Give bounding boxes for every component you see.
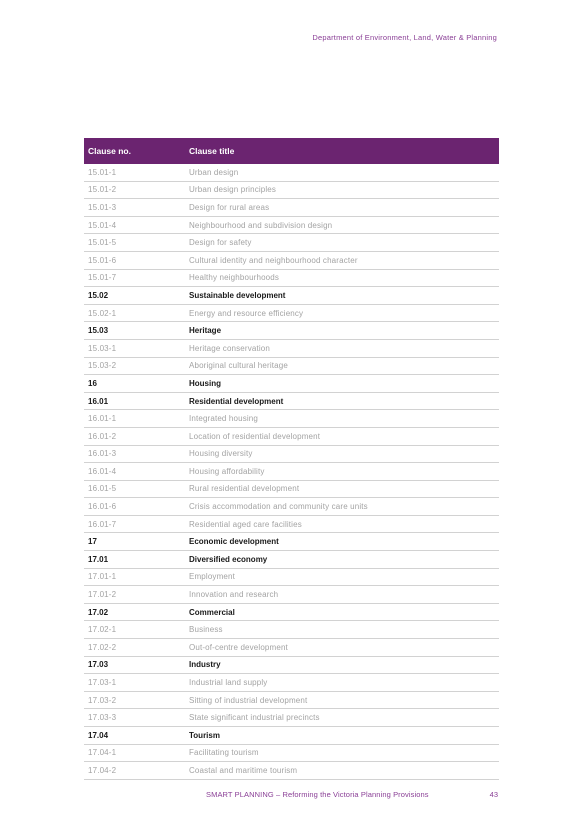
table-section-row [84, 603, 499, 621]
table-section-row [84, 322, 499, 340]
table-section-row [84, 533, 499, 551]
footer-title: SMART PLANNING – Reforming the Victoria Planning Provisions [206, 790, 429, 799]
clause-title: Design for rural areas [187, 199, 499, 217]
table-row [84, 586, 499, 604]
table-header-row [84, 138, 499, 164]
table-row [84, 498, 499, 516]
clause-number: 15.03 [84, 322, 187, 340]
clause-number: 17.01-2 [84, 586, 187, 604]
clause-number: 15.01-1 [84, 164, 187, 181]
clause-number: 15.01-2 [84, 181, 187, 199]
table-section-row [84, 727, 499, 745]
clause-title: Employment [187, 568, 499, 586]
table-header [84, 138, 499, 164]
clause-title: Housing [187, 375, 499, 393]
table-row [84, 357, 499, 375]
clause-number: 17.02-2 [84, 639, 187, 657]
clause-title: State significant industrial precincts [187, 709, 499, 727]
clause-title: Design for safety [187, 234, 499, 252]
table-row [84, 339, 499, 357]
clause-title: Tourism [187, 727, 499, 745]
clause-number: 17.03-3 [84, 709, 187, 727]
clause-table [84, 138, 499, 780]
clause-number: 16.01-7 [84, 515, 187, 533]
clause-title: Aboriginal cultural heritage [187, 357, 499, 375]
clause-title: Heritage conservation [187, 339, 499, 357]
clause-number: 17.03-2 [84, 691, 187, 709]
clause-number: 16 [84, 375, 187, 393]
clause-number: 17.04-2 [84, 762, 187, 780]
clause-title: Neighbourhood and subdivision design [187, 216, 499, 234]
clause-title: Urban design principles [187, 181, 499, 199]
table-row [84, 674, 499, 692]
table-section-row [84, 656, 499, 674]
clause-title: Residential development [187, 392, 499, 410]
table-row [84, 480, 499, 498]
clause-title: Integrated housing [187, 410, 499, 428]
clause-number: 16.01-2 [84, 427, 187, 445]
clause-number: 15.03-1 [84, 339, 187, 357]
clause-number: 17.04-1 [84, 744, 187, 762]
table-row [84, 709, 499, 727]
clause-number: 16.01-1 [84, 410, 187, 428]
clause-title: Coastal and maritime tourism [187, 762, 499, 780]
clause-title: Housing affordability [187, 463, 499, 481]
clause-title: Industrial land supply [187, 674, 499, 692]
table-row [84, 762, 499, 780]
table-row [84, 251, 499, 269]
clause-title: Urban design [187, 164, 499, 181]
clause-title: Energy and resource efficiency [187, 304, 499, 322]
clause-number: 15.01-5 [84, 234, 187, 252]
clause-number: 17.03-1 [84, 674, 187, 692]
clause-number: 16.01-6 [84, 498, 187, 516]
clause-number: 15.02-1 [84, 304, 187, 322]
clause-title: Cultural identity and neighbourhood character [187, 251, 499, 269]
table-row [84, 410, 499, 428]
clause-number: 15.01-3 [84, 199, 187, 217]
table-row [84, 639, 499, 657]
table-row [84, 691, 499, 709]
table-row [84, 216, 499, 234]
column-header-clause-title: Clause title [187, 138, 499, 164]
department-header: Department of Environment, Land, Water & Planning [312, 33, 497, 42]
clause-title: Healthy neighbourhoods [187, 269, 499, 287]
table-body [84, 164, 499, 779]
table-row [84, 445, 499, 463]
table-row [84, 621, 499, 639]
table-row [84, 199, 499, 217]
clause-number: 16.01-4 [84, 463, 187, 481]
clause-number: 17 [84, 533, 187, 551]
clause-number: 15.01-6 [84, 251, 187, 269]
clause-number: 16.01 [84, 392, 187, 410]
clause-title: Residential aged care facilities [187, 515, 499, 533]
table-row [84, 515, 499, 533]
clause-number: 16.01-5 [84, 480, 187, 498]
table-row [84, 463, 499, 481]
clause-title: Commercial [187, 603, 499, 621]
clause-title: Industry [187, 656, 499, 674]
clause-title: Crisis accommodation and community care units [187, 498, 499, 516]
clause-number: 15.02 [84, 287, 187, 305]
clause-title: Sitting of industrial development [187, 691, 499, 709]
page-number: 43 [489, 790, 498, 799]
clause-title: Rural residential development [187, 480, 499, 498]
table-row [84, 304, 499, 322]
clause-number: 15.01-7 [84, 269, 187, 287]
clause-number: 17.01 [84, 551, 187, 569]
clause-title: Economic development [187, 533, 499, 551]
table-row [84, 568, 499, 586]
clause-number: 17.02-1 [84, 621, 187, 639]
table-section-row [84, 287, 499, 305]
clause-title: Out-of-centre development [187, 639, 499, 657]
clause-number: 15.01-4 [84, 216, 187, 234]
table-row [84, 427, 499, 445]
clause-number: 15.03-2 [84, 357, 187, 375]
table-section-row [84, 375, 499, 393]
clause-number: 16.01-3 [84, 445, 187, 463]
clause-number: 17.04 [84, 727, 187, 745]
table-row [84, 234, 499, 252]
clause-number: 17.01-1 [84, 568, 187, 586]
clause-title: Heritage [187, 322, 499, 340]
clause-title: Location of residential development [187, 427, 499, 445]
table-row [84, 744, 499, 762]
column-header-clause-no: Clause no. [84, 138, 187, 164]
clause-title: Business [187, 621, 499, 639]
table-row [84, 181, 499, 199]
clause-title: Housing diversity [187, 445, 499, 463]
table-row [84, 269, 499, 287]
table-section-row [84, 392, 499, 410]
clause-number: 17.02 [84, 603, 187, 621]
clause-title: Diversified economy [187, 551, 499, 569]
table-section-row [84, 551, 499, 569]
clause-title: Innovation and research [187, 586, 499, 604]
table-row [84, 164, 499, 181]
clause-number: 17.03 [84, 656, 187, 674]
clause-title: Sustainable development [187, 287, 499, 305]
clause-title: Facilitating tourism [187, 744, 499, 762]
